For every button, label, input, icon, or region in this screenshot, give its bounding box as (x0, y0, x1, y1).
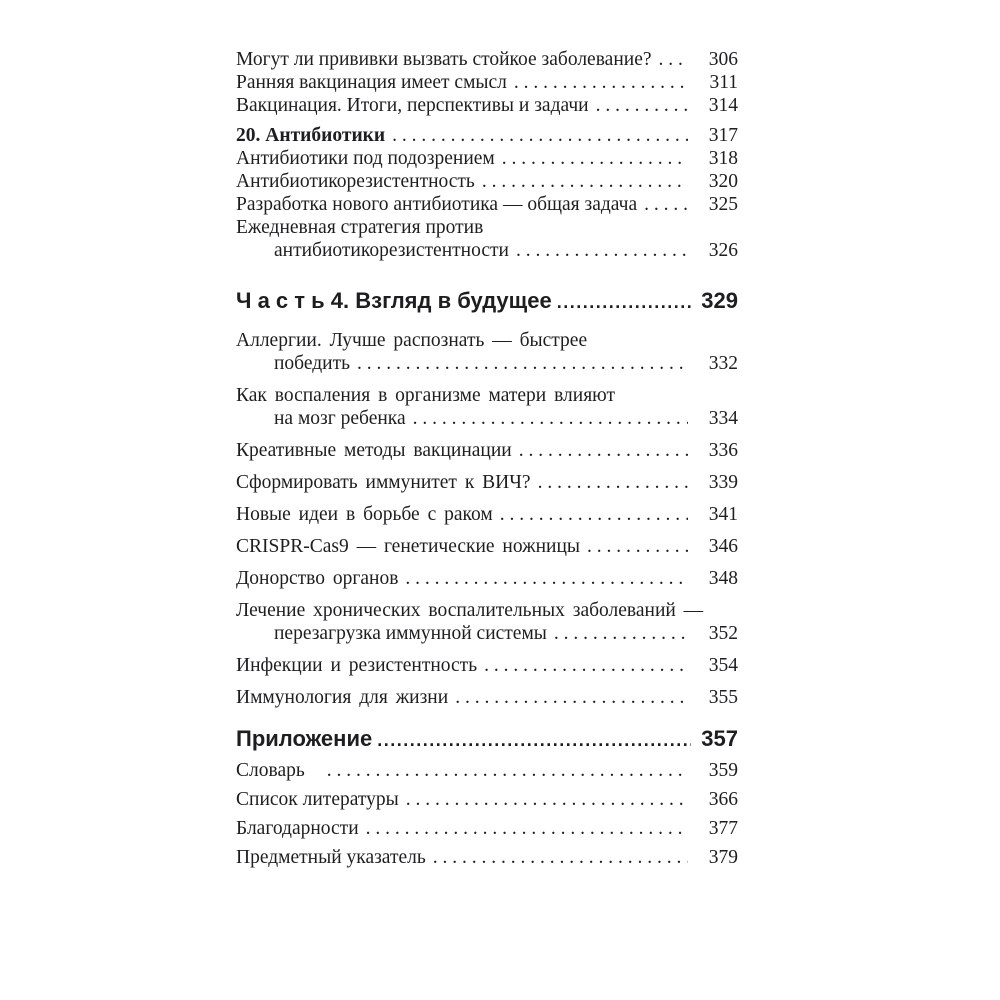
toc-entry-page: 306 (708, 49, 738, 70)
toc-entry-page: 357 (701, 726, 738, 751)
toc-entry (236, 814, 738, 843)
toc-entry-title: Антибиотики под подозрением (236, 148, 495, 169)
toc-part-heading (236, 288, 738, 315)
toc-entry (236, 48, 738, 71)
dot-leader (413, 407, 688, 430)
toc-entry-title: Как воспаления в организме матери влияют (236, 385, 615, 406)
toc-entry (236, 756, 738, 785)
toc-entry-page: 354 (708, 655, 738, 676)
toc-entry (236, 843, 738, 872)
toc-entry-page: 359 (708, 760, 738, 781)
dot-leader (587, 535, 688, 558)
toc-entry-page: 332 (708, 353, 738, 374)
dot-leader (433, 843, 688, 872)
toc-entry-title: антибиотикорезистентности (274, 240, 509, 261)
toc-entry (236, 94, 738, 117)
toc-entry-continuation (236, 239, 738, 262)
toc-entry-page: 326 (708, 240, 738, 261)
toc-entry-title: Благодарности (236, 818, 359, 839)
toc-entry-title: Вакцинация. Итоги, перспективы и задачи (236, 95, 589, 116)
table-of-contents (236, 48, 738, 872)
dot-leader (500, 503, 688, 526)
toc-entry-title: Креативные методы вакцинации (236, 440, 512, 461)
dot-leader (484, 654, 688, 677)
toc-entry-title: Словарь (236, 760, 305, 781)
toc-entry-page: 325 (708, 194, 738, 215)
toc-entry-page: 317 (708, 125, 738, 146)
toc-entry-page: 336 (708, 440, 738, 461)
toc-entry-page: 314 (708, 95, 738, 116)
toc-entry-title: Ранняя вакцинация имеет смысл (236, 72, 507, 93)
toc-entry-first-line (236, 329, 738, 352)
toc-entry (236, 71, 738, 94)
toc-entry-title: Разработка нового антибиотика — общая задача (236, 194, 638, 215)
dot-leader (596, 94, 688, 117)
toc-entry (236, 439, 738, 462)
dot-leader (455, 686, 688, 709)
toc-entry-title: Инфекции и резистентность (236, 655, 478, 676)
dot-leader (514, 71, 688, 94)
toc-part-title: Ч а с т ь 4. Взгляд в будущее (236, 288, 552, 313)
toc-entry-page: 355 (708, 687, 738, 708)
toc-entry-title: Новые идеи в борьбе с раком (236, 504, 493, 525)
dot-leader (644, 193, 688, 216)
toc-entry-page: 320 (708, 171, 738, 192)
dot-leader (406, 785, 688, 814)
dot-leader (554, 622, 688, 645)
dot-leader (405, 567, 688, 590)
toc-entry (236, 567, 738, 590)
dot-leader (502, 147, 688, 170)
toc-entry (236, 654, 738, 677)
toc-entry-page: 366 (708, 789, 738, 810)
dot-leader (366, 814, 688, 843)
toc-entry-continuation (236, 622, 738, 645)
toc-entry-title: Лечение хронических воспалительных заболеваний — (236, 600, 704, 621)
dot-leader (516, 239, 688, 262)
dot-leader (377, 726, 691, 753)
dot-leader (357, 352, 688, 375)
toc-entry-continuation (236, 407, 738, 430)
toc-entry-first-line (236, 384, 738, 407)
toc-entry-continuation (236, 352, 738, 375)
toc-entry (236, 471, 738, 494)
toc-entry-page: 377 (708, 818, 738, 839)
toc-entry-page: 379 (708, 847, 738, 868)
toc-entry-title: Иммунология для жизни (236, 687, 449, 708)
toc-part-title: Приложение (236, 726, 373, 751)
toc-entry (236, 686, 738, 709)
toc-entry-title: CRISPR-Cas9 — генетические ножницы (236, 536, 581, 557)
toc-entry-title: на мозг ребенка (274, 408, 406, 429)
toc-part-heading (236, 726, 738, 753)
toc-entry-title: Могут ли прививки вызвать стойкое заболевание? (236, 49, 652, 70)
toc-entry-page: 334 (708, 408, 738, 429)
toc-entry (236, 535, 738, 558)
toc-chapter-heading (236, 124, 738, 147)
toc-entry-page: 348 (708, 568, 738, 589)
toc-entry-page: 318 (708, 148, 738, 169)
toc-entry-first-line (236, 599, 738, 622)
toc-entry (236, 170, 738, 193)
toc-entry-page: 341 (708, 504, 738, 525)
toc-entry-page: 346 (708, 536, 738, 557)
dot-leader (392, 124, 688, 147)
toc-entry (236, 147, 738, 170)
toc-entry-title: Ежедневная стратегия против (236, 217, 484, 238)
toc-entry (236, 193, 738, 216)
toc-entry-title: Аллергии. Лучше распознать — быстрее (236, 330, 588, 351)
toc-entry-title: Сформировать иммунитет к ВИЧ? (236, 472, 531, 493)
toc-entry-title: Список литературы (236, 789, 399, 810)
toc-entry-title: перезагрузка иммунной системы (274, 623, 547, 644)
dot-leader (557, 288, 691, 315)
toc-entry-page: 311 (709, 72, 738, 93)
toc-entry-page: 352 (708, 623, 738, 644)
dot-leader (659, 48, 689, 71)
toc-entry-title: Донорство органов (236, 568, 399, 589)
toc-entry-title: Предметный указатель (236, 847, 426, 868)
toc-entry-page: 329 (701, 288, 738, 313)
toc-entry-title: победить (274, 353, 351, 374)
dot-leader (482, 170, 688, 193)
dot-leader (519, 439, 688, 462)
toc-entry-page: 339 (708, 472, 738, 493)
toc-chapter-title: 20. Антибиотики (236, 125, 386, 146)
toc-entry-title: Антибиотикорезистентность (236, 171, 475, 192)
toc-entry (236, 503, 738, 526)
dot-leader (538, 471, 688, 494)
dot-leader (327, 756, 688, 785)
toc-entry (236, 785, 738, 814)
toc-entry-first-line (236, 216, 738, 239)
